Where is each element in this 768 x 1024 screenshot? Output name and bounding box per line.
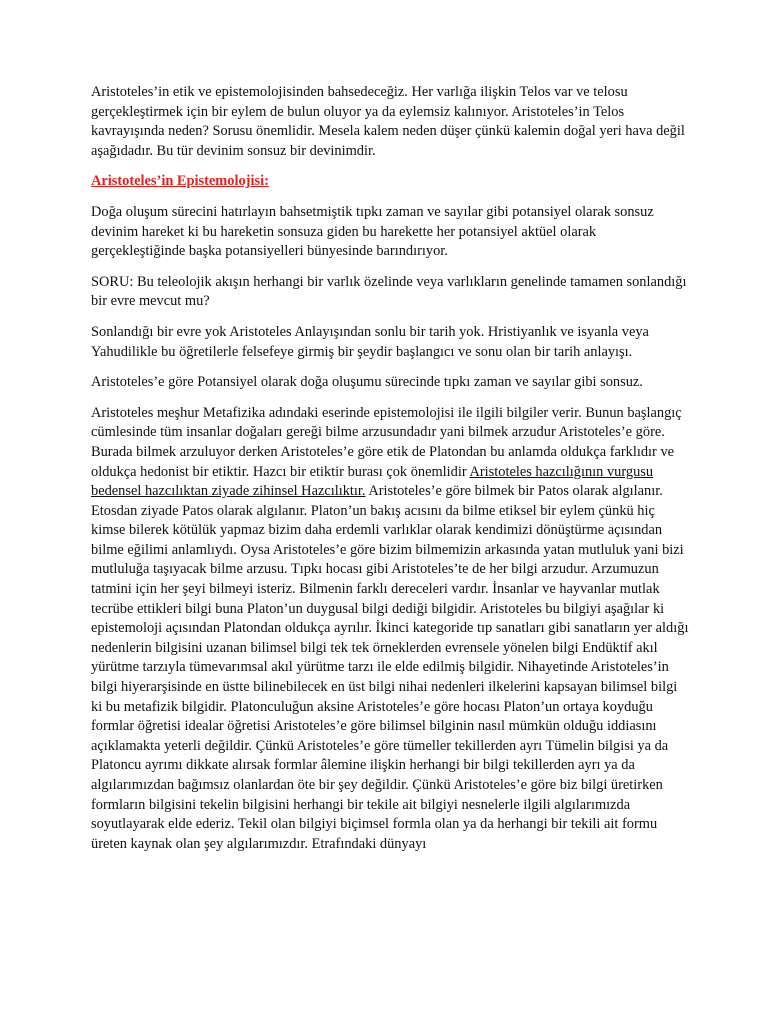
section-heading: Aristoteles’in Epistemolojisi: xyxy=(91,173,269,190)
underlined-sentence: Aristoteles hazcılığının vurgusu bedensel hazcılıktan ziyade zihinsel Hazcılıktır. xyxy=(91,463,654,500)
paragraph-metaphysics xyxy=(91,404,691,855)
paragraph-metaphysics-part2: Aristoteles’e göre bilmek bir Patos olarak algılanır. Etosdan ziyade Patos olarak algılanır. Platon’un bakış acısını da bilme etiksel bir eylem çünkü hiç kimse bilerek kötülük yapmaz bizim daha erdemli varlıklar olarak kendimizi dönüştürme açısından bilme eğilimi anlamlıydı. Oysa Aristoteles’e göre bizim bilmemizin arkasında yatan mutluluk yani bizi mutluluğa taşıyacak bilme arzusu. Tıpkı hocası gibi Aristoteles’te de her bilgi arzudur. Arzumuzun tatmini için her şeyi bilmeyi isteriz. Bilmenin farklı dereceleri vardır. İnsanlar ve hayvanlar mutlak tecrübe ettikleri bilgi buna Platon’un duygusal bilgi dediği bilgidir. Aristoteles bu bilgiyi aşağılar ki epistemoloji açısından Platondan oldukça ayrılır. İkinci kategoride tıp sanatları gibi sanatların yer aldığı nedenlerin bilgisini uzanan bilimsel bilgi tek tek örneklerden evrensele yönelen bilgi Endüktif akıl yürütme tarzıyla tümevarımsal akıl yürütme tarzı ile elde edilmiş bilgidir. Nihayetinde Aristoteles’in bilgi hiyerarşisinde en üstte bilinebilecek en üst bilgi nihai nedenleri ilkelerini kapsayan bilimsel bilgi ki bu metafizik bilgidir. Platonculuğun aksine Aristoteles’e göre hocası Platon’un ortaya koyduğu formlar öğretisi idealar öğretisi Aristoteles’e göre bilimsel bilginin nasıl mümkün olduğu iddiasını açıklamakta yeterli değildir. Çünkü Aristoteles’e göre tümeller tekillerden ayrı Tümelin bilgisi ya da Platoncu ayrımı dikkate alırsak formlar âlemine ilişkin herhangi bir bilgi tekillerden ayrı ya da algılarımızdan bağımsız olanlardan öte bir şey değildir. Çünkü Aristoteles’e göre biz bilgi üretirken formların bilgisini tekelin bilgisini herhangi bir tekile ait bilgiyi nesnelerle ilgili algılarımızda soyutlayarak elde ederiz. Tekil olan bilgiyi biçimsel formla olan ya da herhangi bir tekili ait formu üreten kaynak olan şey algılarımızdır. Etrafındaki dünyayı xyxy=(91,483,689,852)
document-page xyxy=(91,83,691,865)
paragraph-metaphysics-part1: Aristoteles meşhur Metafizika adındaki eserinde epistemolojisi ile ilgili bilgiler verir. Bunun başlangıç cümlesinde tüm insanlar doğaları gereği bilme arzusundadır yani bilmek arzudur Aristoteles’e göre. Burada bilmek arzuluyor derken Aristoteles’e göre etik de Platondan bu anlamda oldukça farklıdır ve oldukça hedonist bir etiktir. Hazcı bir etiktir burası çok önemlidir xyxy=(91,404,682,480)
paragraph-question: SORU: Bu teleolojik akışın herhangi bir varlık özelinde veya varlıkların genelinde tamamen sonlandığı bir evre mevcut mu? xyxy=(91,273,687,310)
paragraph-nature-process: Doğa oluşum sürecini hatırlayın bahsetmiştik tıpkı zaman ve sayılar gibi potansiyel olarak sonsuz devinim hareket ki bu hareketin sonsuza giden bu harekette her potansiyel aktüel olarak gerçekleştiğinde başka potansiyelleri bünyesinde barındırıyor. xyxy=(91,203,654,260)
paragraph-intro: Aristoteles’in etik ve epistemolojisinden bahsedeceğiz. Her varlığa ilişkin Telos var ve telosu gerçekleştirmek için bir eylem de bulun oluyor ya da eylemsiz kalınıyor. Aristoteles’in Telos kavrayışında neden? Sorusu önemlidir. Mesela kalem neden düşer çünkü kalemin doğal yeri hava değil aşağıdadır. Bu tür devinim sonsuz bir devinimdir. xyxy=(91,84,685,159)
paragraph-potential: Aristoteles’e göre Potansiyel olarak doğa oluşumu sürecinde tıpkı zaman ve sayılar gibi sonsuz. xyxy=(91,374,643,391)
paragraph-history: Sonlandığı bir evre yok Aristoteles Anlayışından sonlu bir tarih yok. Hristiyanlık ve isyanla veya Yahudilikle bu öğretilerle felsefeye girmiş bir şeydir başlangıcı ve sonu olan bir tarih anlayışı. xyxy=(91,323,649,360)
